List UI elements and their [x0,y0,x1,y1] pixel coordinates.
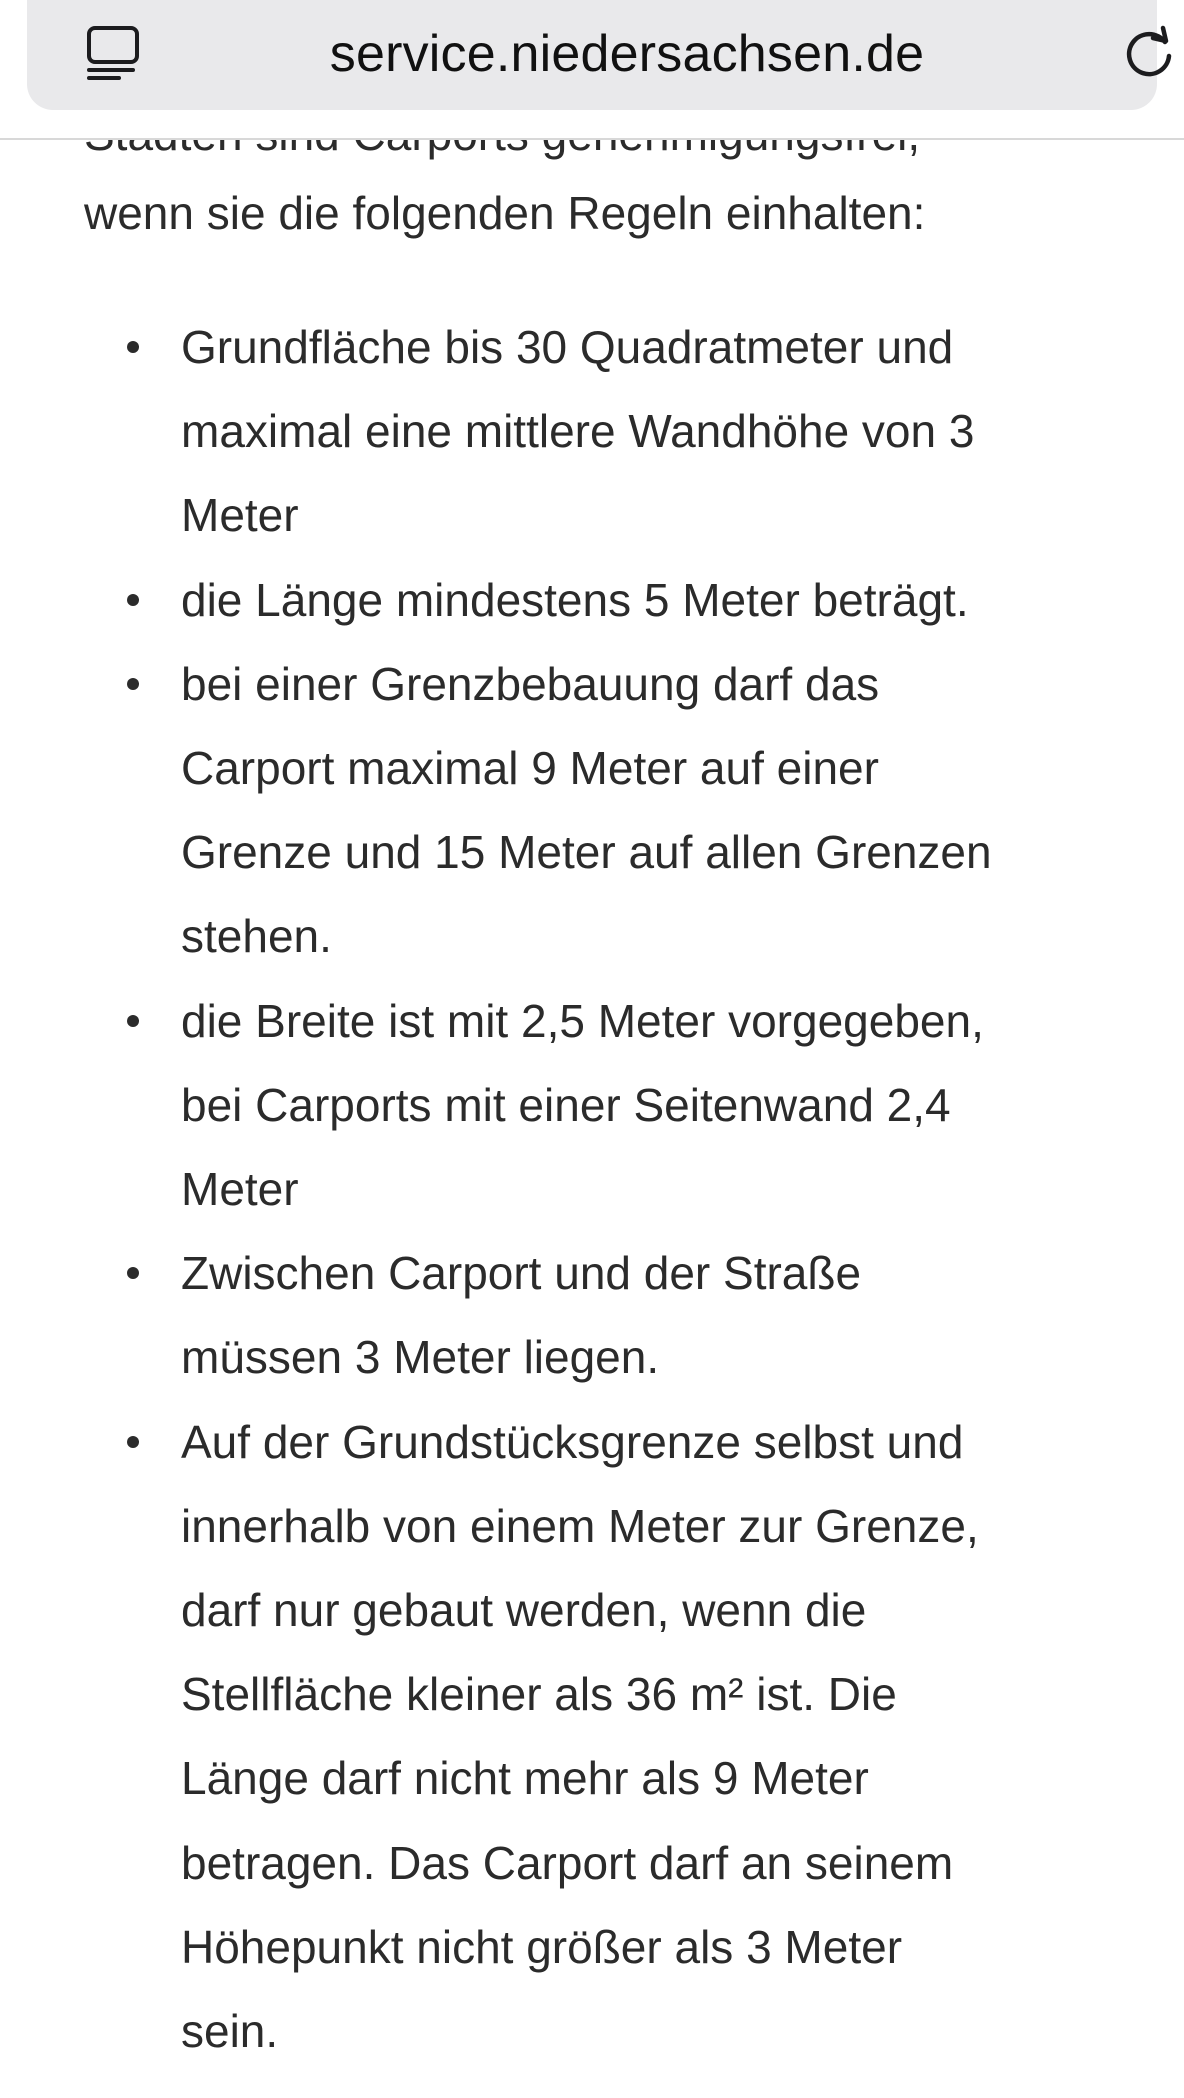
bullet-icon [127,1015,139,1027]
list-item-text: Grundfläche bis 30 Quadratmeter und maximal eine mittlere Wandhöhe von 3 Meter [181,321,975,542]
reader-mode-icon[interactable] [83,22,143,82]
browser-toolbar [0,0,1184,140]
bullet-icon [127,1436,139,1448]
list-item [0,1400,1141,2074]
rules-list [0,305,1184,2073]
url-display[interactable]: service.niedersachsen.de [329,25,925,83]
bullet-icon [127,594,139,606]
list-item [0,1231,1141,1399]
bullet-icon [127,341,139,353]
bullet-icon [127,678,139,690]
list-item [0,305,1141,558]
list-item-text: Zwischen Carport und der Straße müssen 3 Meter liegen. [181,1247,862,1384]
list-item-text: die Breite ist mit 2,5 Meter vorgegeben, bei Carports mit einer Seitenwand 2,4 Meter [181,994,984,1216]
intro-paragraph: wenn sie die folgenden Regeln einhalten: [84,187,926,239]
list-item [0,642,1141,979]
list-item [0,979,1141,1232]
list-item-text: bei einer Grenzbebauung darf das Carport maximal 9 Meter auf einer Grenze und 15 Meter auf allen Grenzen stehen. [181,657,992,963]
list-item-text: die Länge mindestens 5 Meter beträgt. [181,573,969,626]
list-item [0,558,1141,642]
reload-icon[interactable] [1117,20,1181,84]
bullet-icon [127,1267,139,1279]
address-bar[interactable] [27,0,1157,110]
list-item-text: Auf der Grundstücksgrenze selbst und innerhalb von einem Meter zur Grenze, darf nur gebaut werden, wenn die Stellfläche kleiner als 36 m² ist. Die Länge darf nicht mehr als 9 Meter betragen. Das Carport darf an seinem Höhepunkt nicht größer als 3 Meter sein. [181,1415,979,2058]
